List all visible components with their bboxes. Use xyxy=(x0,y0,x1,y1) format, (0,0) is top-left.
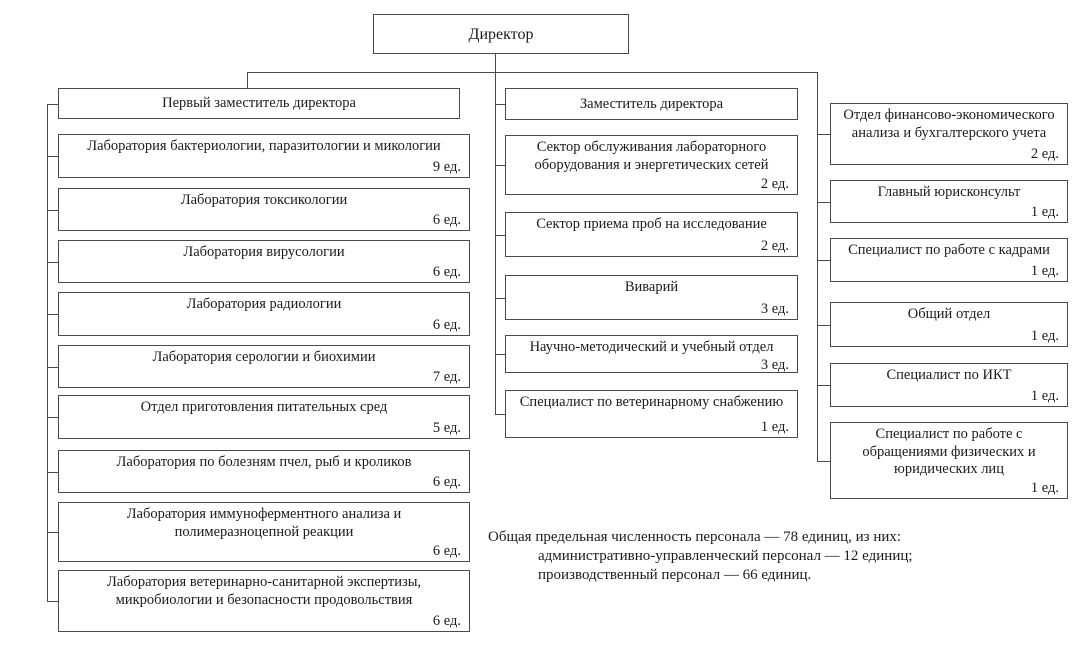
box-count-label: 6 ед. xyxy=(432,317,461,333)
connector-line xyxy=(817,385,830,386)
org-box xyxy=(58,450,470,493)
org-box xyxy=(830,238,1068,282)
connector-line xyxy=(47,156,58,157)
org-box xyxy=(505,135,798,195)
connector-line xyxy=(817,134,830,135)
connector-line xyxy=(47,417,58,418)
connector-line xyxy=(47,367,58,368)
box-count-label: 2 ед. xyxy=(760,238,789,254)
box-title-label: Сектор приема проб на исследование xyxy=(536,216,767,232)
connector-line xyxy=(47,104,48,601)
connector-line xyxy=(495,298,505,299)
box-title-label: Лаборатория бактериологии, паразитологии и микологии xyxy=(87,138,441,154)
box-count-label: 2 ед. xyxy=(1030,146,1059,162)
org-box xyxy=(58,395,470,439)
staff-summary-line: административно-управленческий персонал — 12 единиц; xyxy=(538,548,913,564)
org-box xyxy=(830,103,1068,165)
connector-line xyxy=(495,54,496,414)
connector-line xyxy=(47,104,58,105)
connector-line xyxy=(817,260,830,261)
box-title-label: Виварий xyxy=(624,279,679,295)
box-count-label: 6 ед. xyxy=(432,474,461,490)
box-title-label: Специалист по работе с обращениями физических и юридических лиц xyxy=(862,426,1036,477)
box-title-label: Директор xyxy=(468,25,534,43)
box-title-label: Лаборатория серологии и биохимии xyxy=(152,349,376,365)
connector-line xyxy=(495,414,505,415)
org-box xyxy=(830,180,1068,223)
connector-line xyxy=(817,325,830,326)
box-count-label: 5 ед. xyxy=(432,420,461,436)
box-title-label: Специалист по ИКТ xyxy=(886,367,1012,383)
connector-line xyxy=(817,72,818,461)
connector-line xyxy=(47,601,58,602)
org-box xyxy=(505,275,798,320)
box-title-label: Отдел финансово-экономического анализа и бухгалтерского учета xyxy=(843,107,1055,141)
connector-line xyxy=(495,354,505,355)
org-box-header xyxy=(505,88,798,120)
org-box-header xyxy=(58,88,460,119)
org-box xyxy=(58,345,470,388)
org-box-director xyxy=(373,14,629,54)
org-box xyxy=(830,363,1068,407)
box-count-label: 1 ед. xyxy=(1030,480,1059,496)
staff-summary-line: Общая предельная численность персонала — 78 единиц, из них: xyxy=(488,529,902,545)
box-count-label: 6 ед. xyxy=(432,613,461,629)
box-title-label: Лаборатория ветеринарно-санитарной экспертизы, микробиологии и безопасности продовольствия xyxy=(106,574,422,608)
box-count-label: 6 ед. xyxy=(432,264,461,280)
box-count-label: 6 ед. xyxy=(432,212,461,228)
box-title-label: Общий отдел xyxy=(907,306,991,322)
box-title-label: Специалист по ветеринарному снабжению xyxy=(519,394,784,410)
box-count-label: 7 ед. xyxy=(432,369,461,385)
org-box xyxy=(505,212,798,257)
box-title-label: Отдел приготовления питательных сред xyxy=(140,399,388,415)
box-title-label: Лаборатория иммуноферментного анализа и полимеразноцепной реакции xyxy=(126,506,402,540)
box-title-label: Главный юрисконсульт xyxy=(877,184,1021,200)
box-title-label: Научно-методический и учебный отдел xyxy=(529,339,774,355)
connector-line xyxy=(495,235,505,236)
connector-line xyxy=(495,104,505,105)
connector-line xyxy=(247,72,248,88)
box-count-label: 1 ед. xyxy=(1030,328,1059,344)
org-box xyxy=(58,188,470,231)
box-title-label: Лаборатория токсикологии xyxy=(180,192,348,208)
staff-summary-line: производственный персонал — 66 единиц. xyxy=(538,567,812,583)
org-box xyxy=(505,390,798,438)
org-box xyxy=(505,335,798,373)
org-box xyxy=(58,292,470,336)
box-count-label: 6 ед. xyxy=(432,543,461,559)
box-count-label: 3 ед. xyxy=(760,356,789,373)
box-count-label: 9 ед. xyxy=(432,159,461,175)
box-count-label: 2 ед. xyxy=(760,176,789,192)
connector-line xyxy=(47,210,58,211)
staff-summary xyxy=(488,528,1068,585)
box-title-label: Лаборатория радиологии xyxy=(186,296,342,312)
box-title-label: Специалист по работе с кадрами xyxy=(848,242,1050,258)
connector-line xyxy=(47,472,58,473)
box-title-label: Заместитель директора xyxy=(579,95,724,112)
box-count-label: 1 ед. xyxy=(760,419,789,435)
box-title-label: Лаборатория по болезням пчел, рыб и кроликов xyxy=(116,454,412,470)
org-box xyxy=(58,502,470,562)
connector-line xyxy=(817,461,830,462)
box-count-label: 1 ед. xyxy=(1030,388,1059,404)
connector-line xyxy=(495,165,505,166)
org-box xyxy=(830,302,1068,347)
box-count-label: 1 ед. xyxy=(1030,263,1059,279)
box-title-label: Первый заместитель директора xyxy=(162,95,356,112)
box-count-label: 3 ед. xyxy=(760,301,789,317)
org-box xyxy=(58,134,470,178)
box-title-label: Сектор обслуживания лабораторного оборудования и энергетических сетей xyxy=(534,139,769,173)
box-title-label: Лаборатория вирусологии xyxy=(183,244,345,260)
org-box xyxy=(58,240,470,283)
org-box xyxy=(830,422,1068,499)
connector-line xyxy=(247,72,818,73)
connector-line xyxy=(47,262,58,263)
connector-line xyxy=(47,532,58,533)
org-box xyxy=(58,570,470,632)
connector-line xyxy=(47,314,58,315)
connector-line xyxy=(817,202,830,203)
box-count-label: 1 ед. xyxy=(1030,204,1059,220)
